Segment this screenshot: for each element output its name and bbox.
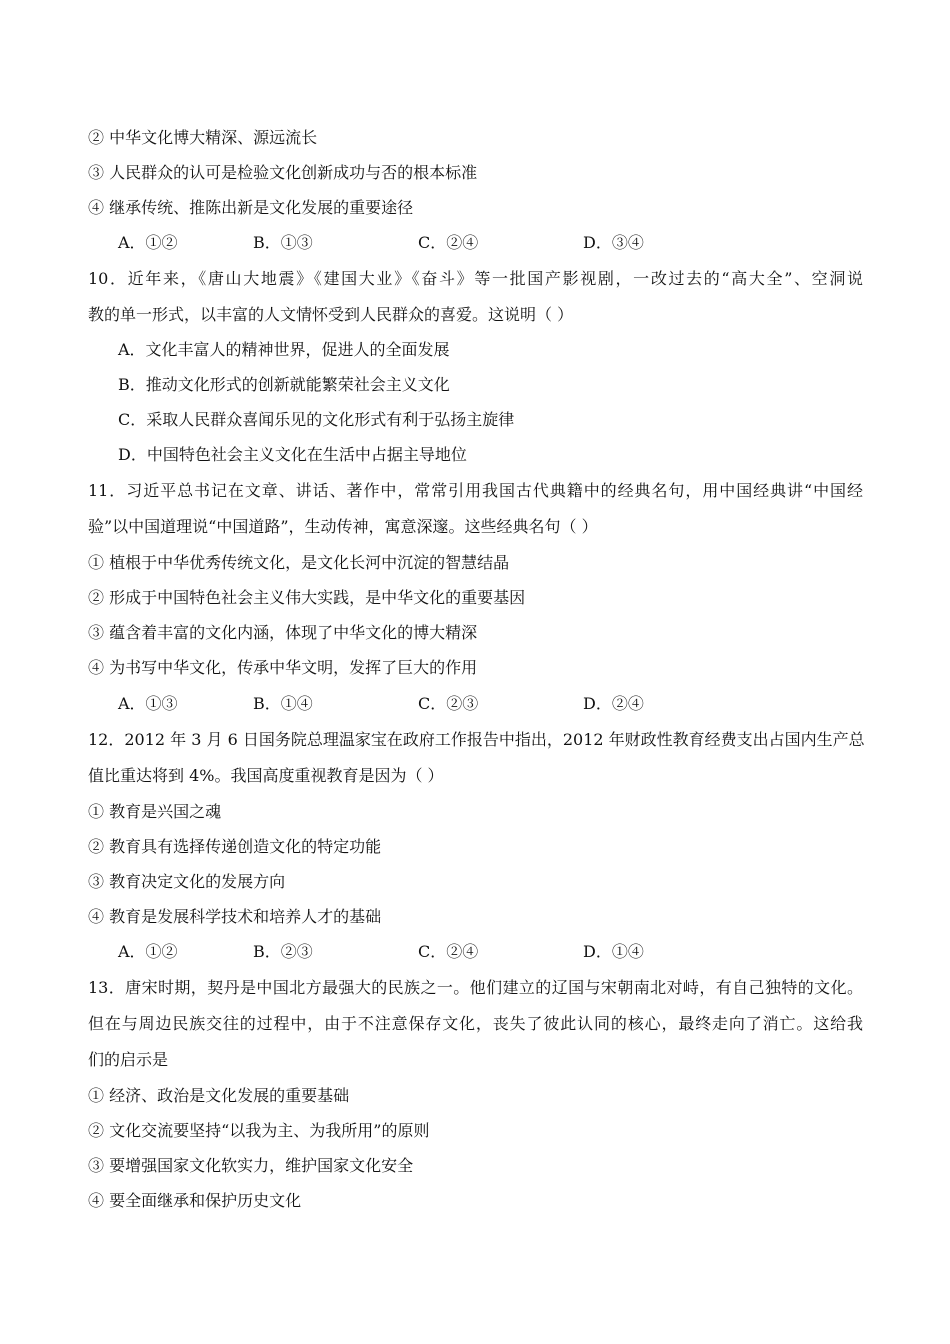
q12-stem-line-1: 12．2012 年 3 月 6 日国务院总理温家宝在政府工作报告中指出，2012 年财政性教育经费支出占国内生产总 <box>88 730 865 749</box>
option-c[interactable]: C．②④ <box>418 233 479 252</box>
q11-item-4: ④ 为书写中华文化，传承中华文明，发挥了巨大的作用 <box>88 658 478 677</box>
option-b[interactable]: B．①④ <box>253 694 313 713</box>
q12-options <box>118 940 878 964</box>
prev-options <box>118 231 878 255</box>
q11-item-2: ② 形成于中国特色社会主义伟大实践，是中华文化的重要基因 <box>88 588 526 607</box>
q11-stem-line-2: 验”以中国道理说“中国道路”，生动传神，寓意深邃。这些经典名句（ ） <box>88 517 598 536</box>
q10-option-b[interactable]: B．推动文化形式的创新就能繁荣社会主义文化 <box>118 375 450 394</box>
q13-stem-line-1: 13．唐宋时期，契丹是中国北方最强大的民族之一。他们建立的辽国与宋朝南北对峙，有自己独特的文化。 <box>88 978 863 997</box>
option-a[interactable]: A．①③ <box>118 694 178 713</box>
q11-stem-line-1: 11．习近平总书记在文章、讲话、著作中，常常引用我国古代典籍中的经典名句，用中国经典讲“中国经 <box>88 481 863 500</box>
q12-item-3: ③ 教育决定文化的发展方向 <box>88 872 286 891</box>
q11-item-1: ① 植根于中华优秀传统文化，是文化长河中沉淀的智慧结晶 <box>88 553 510 572</box>
q13-item-4: ④ 要全面继承和保护历史文化 <box>88 1191 302 1210</box>
option-b[interactable]: B．②③ <box>253 942 313 961</box>
option-d[interactable]: D．②④ <box>583 694 644 713</box>
q10-option-d[interactable]: D．中国特色社会主义文化在生活中占据主导地位 <box>118 445 467 464</box>
q12-item-4: ④ 教育是发展科学技术和培养人才的基础 <box>88 907 382 926</box>
q13-item-3: ③ 要增强国家文化软实力，维护国家文化安全 <box>88 1156 414 1175</box>
prev-item-4: ④ 继承传统、推陈出新是文化发展的重要途径 <box>88 198 414 217</box>
option-d[interactable]: D．①④ <box>583 942 644 961</box>
q11-options <box>118 692 878 716</box>
option-a[interactable]: A．①② <box>118 942 178 961</box>
option-c[interactable]: C．②④ <box>418 942 479 961</box>
prev-item-2: ② 中华文化博大精深、源远流长 <box>88 128 318 147</box>
q13-stem-line-3: 们的启示是 <box>88 1050 169 1069</box>
option-b[interactable]: B．①③ <box>253 233 313 252</box>
q10-stem-line-1: 10．近年来，《唐山大地震》《建国大业》《奋斗》等一批国产影视剧，一改过去的“高大全”、空洞说 <box>88 269 863 288</box>
q10-option-a[interactable]: A．文化丰富人的精神世界，促进人的全面发展 <box>118 340 450 359</box>
q11-item-3: ③ 蕴含着丰富的文化内涵，体现了中华文化的博大精深 <box>88 623 478 642</box>
q10-option-c[interactable]: C．采取人民群众喜闻乐见的文化形式有利于弘扬主旋律 <box>118 410 515 429</box>
option-a[interactable]: A．①② <box>118 233 178 252</box>
q13-item-2: ② 文化交流要坚持“以我为主、为我所用”的原则 <box>88 1121 430 1140</box>
q12-stem-line-2: 值比重达将到 4%。我国高度重视教育是因为（ ） <box>88 766 444 785</box>
option-d[interactable]: D．③④ <box>583 233 644 252</box>
q13-item-1: ① 经济、政治是文化发展的重要基础 <box>88 1086 350 1105</box>
q13-stem-line-2: 但在与周边民族交往的过程中，由于不注意保存文化，丧失了彼此认同的核心，最终走向了消亡。这给我 <box>88 1014 863 1033</box>
option-c[interactable]: C．②③ <box>418 694 479 713</box>
prev-item-3: ③ 人民群众的认可是检验文化创新成功与否的根本标准 <box>88 163 478 182</box>
q12-item-2: ② 教育具有选择传递创造文化的特定功能 <box>88 837 382 856</box>
q10-stem-line-2: 教的单一形式，以丰富的人文情怀受到人民群众的喜爱。这说明（ ） <box>88 305 574 324</box>
q12-item-1: ① 教育是兴国之魂 <box>88 802 222 821</box>
